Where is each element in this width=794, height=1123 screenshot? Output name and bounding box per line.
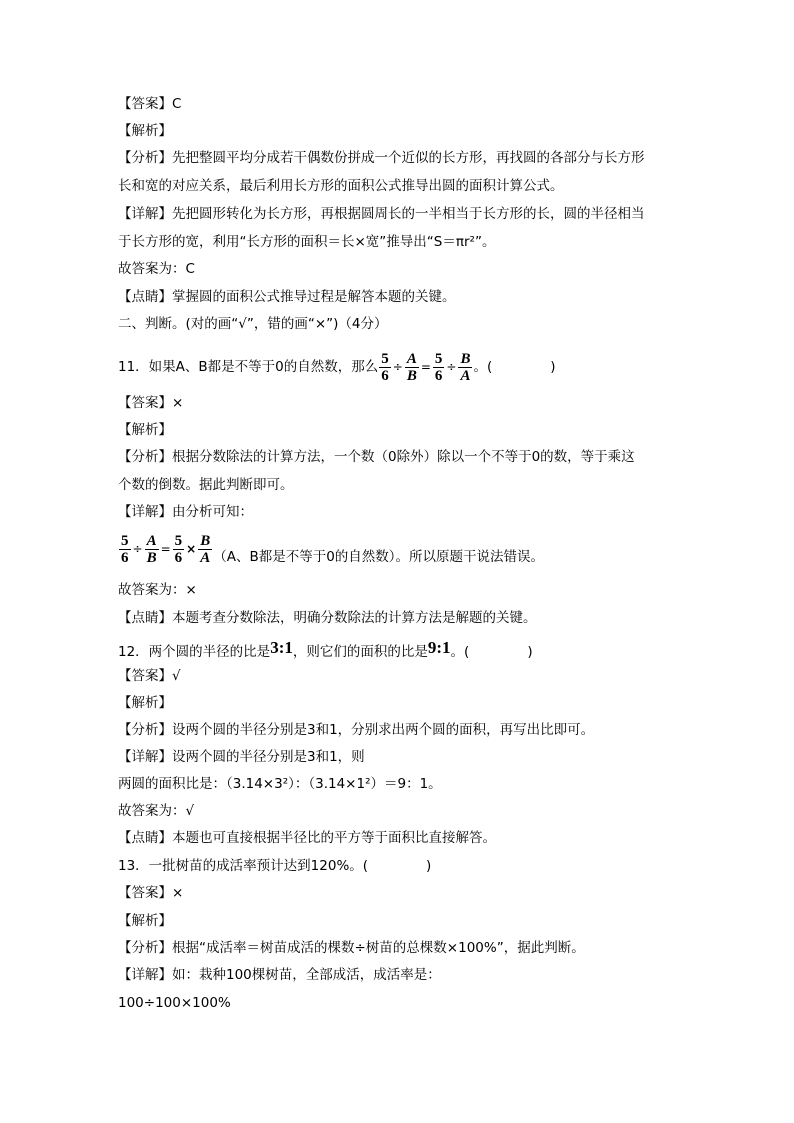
q11-stem: 11．如果A、B都是不等于0的自然数，那么 $\frac{5}{6}$ ÷ $\frac{A}{B}$ = $\frac{5}{6}$ ÷ $\frac{B}{A}$ 。( ) — [118, 350, 556, 384]
q12-stem: 12．两个圆的半径的比是3:1，则它们的面积的比是9:1。( ) — [118, 638, 533, 660]
q10-jiexi: 【解析】 — [118, 123, 172, 139]
q13-answer: 【答案】× — [118, 885, 184, 901]
q11-xiangjie: 【详解】由分析可知： — [118, 504, 253, 520]
q10-xiangjie-1: 【详解】先把圆形转化为长方形，再根据圆周长的一半相当于长方形的长，圆的半径相当 — [118, 206, 645, 222]
fraction: $\frac{5}{6}$ — [121, 532, 129, 566]
q10-final: 故答案为：C — [118, 261, 195, 277]
q12-xiangjie: 【详解】设两个圆的半径分别是3和1，则 — [118, 749, 365, 765]
q12-answer: 【答案】√ — [118, 668, 181, 684]
q12-dianjing: 【点睛】本题也可直接根据半径比的平方等于面积比直接解答。 — [118, 830, 496, 846]
q11-fenxi-1: 【分析】根据分数除法的计算方法，一个数（0除外）除以一个不等于0的数，等于乘这 — [118, 449, 635, 465]
q13-stem: 13．一批树苗的成活率预计达到120%。( ) — [118, 858, 432, 874]
q12-final: 故答案为：√ — [118, 803, 195, 819]
section-heading: 二、判断。(对的画“√”，错的画“×”)（4分） — [118, 316, 388, 332]
q10-fenxi-1: 【分析】先把整圆平均分成若干偶数份拼成一个近似的长方形，再找圆的各部分与长方形 — [118, 150, 645, 166]
q11-jiexi: 【解析】 — [118, 422, 172, 438]
q13-calc: 100÷100×100% — [118, 995, 231, 1011]
fraction: $\frac{5}{6}$ — [174, 532, 183, 566]
fraction: $\frac{A}{B}$ — [146, 532, 157, 566]
q11-fenxi-2: 个数的倒数。据此判断即可。 — [118, 477, 294, 493]
q11-final: 故答案为：× — [118, 582, 197, 598]
q10-xiangjie-2: 于长方形的宽，利用“长方形的面积＝长×宽”推导出“S＝πr²”。 — [118, 234, 496, 250]
q12-fenxi: 【分析】设两个圆的半径分别是3和1，分别求出两个圆的面积，再写出比即可。 — [118, 722, 595, 738]
q11-formula: $\frac{5}{6}$ ÷ $\frac{A}{B}$ = $\frac{5}{6}$ × $\frac{B}{A}$ （A、B都是不等于0的自然数）。所以原题干说法错误。 — [121, 532, 545, 566]
q11-answer: 【答案】× — [118, 395, 184, 411]
q10-dianjing: 【点睛】掌握圆的面积公式推导过程是解答本题的关键。 — [118, 289, 456, 305]
q13-fenxi: 【分析】根据“成活率＝树苗成活的棵数÷树苗的总棵数×100%”，据此判断。 — [118, 940, 585, 956]
q10-answer: 【答案】C — [118, 96, 182, 112]
fraction: $\frac{B}{A}$ — [200, 532, 211, 566]
q12-jiexi: 【解析】 — [118, 695, 172, 711]
q13-jiexi: 【解析】 — [118, 913, 172, 929]
q12-calc: 两圆的面积比是：（3.14×3²）：（3.14×1²）＝9：1。 — [118, 776, 442, 792]
q13-xiangjie: 【详解】如：栽种100棵树苗，全部成活，成活率是： — [118, 967, 441, 983]
q10-fenxi-2: 长和宽的对应关系，最后利用长方形的面积公式推导出圆的面积计算公式。 — [118, 178, 564, 194]
fraction: $\frac{B}{A}$ — [460, 350, 471, 384]
fraction: $\frac{5}{6}$ — [434, 350, 443, 384]
fraction: $\frac{A}{B}$ — [406, 350, 417, 384]
q11-stem-text: 11．如果A、B都是不等于0的自然数，那么 — [118, 359, 379, 375]
q11-dianjing: 【点睛】本题考查分数除法，明确分数除法的计算方法是解题的关键。 — [118, 610, 537, 626]
fraction: $\frac{5}{6}$ — [381, 350, 389, 384]
